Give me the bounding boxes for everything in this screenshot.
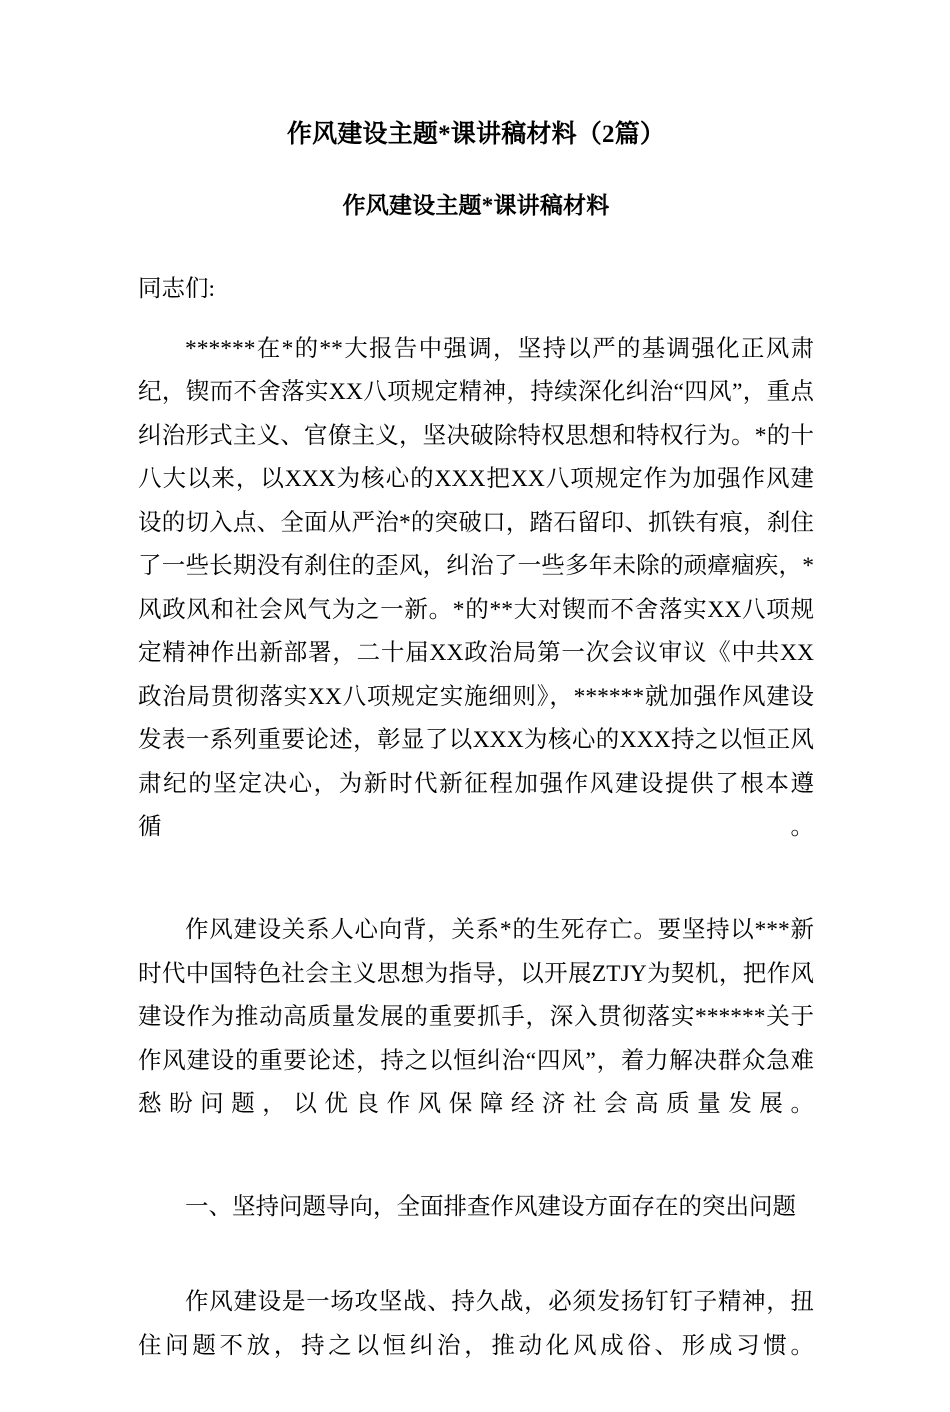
body-paragraph-2: 作风建设关系人心向背，关系*的生死存亡。要坚持以***新时代中国特色社会主义思想为指导，以开展ZTJY为契机，把作风建设作为推动高质量发展的重要抓手，深入贯彻落实******关于作风建设的重要论述，持之以恒纠治“四风”，着力解决群众急难愁盼问题，以优良作风保障经济社会高质量发展。 — [138, 917, 814, 1117]
document-body — [138, 0, 814, 1412]
body-paragraph-1: ******在*的**大报告中强调，坚持以严的基调强化正风肃纪，锲而不舍落实XX八项规定精神，持续深化纠治“四风”，重点纠治形式主义、官僚主义，坚决破除特权思想和特权行为。*的十八大以来，以XXX为核心的XXX把XX八项规定作为加强作风建设的切入点、全面从严治*的突破口，踏石留印、抓铁有痕，刹住了一些长期没有刹住的歪风，纠治了一些多年未除的顽瘴痼疾，*风政风和社会风气为之一新。*的**大对锲而不舍落实XX八项规定精神作出新部署，二十届XX政治局第一次会议审议《中共XX政治局贯彻落实XX八项规定实施细则》，******就加强作风建设发表一系列重要论述，彰显了以XXX为核心的XXX持之以恒正风肃纪的坚定决心，为新时代新征程加强作风建设提供了根本遵循。 — [138, 335, 814, 840]
page-title: 作风建设主题*课讲稿材料（2篇） — [286, 121, 666, 148]
salutation: 同志们: — [138, 276, 216, 302]
section-paragraph-1: 作风建设是一场攻坚战、持久战，必须发扬钉钉子精神，扭住问题不放，持之以恒纠治，推动化风成俗、形成习惯。 — [138, 1289, 814, 1359]
section-heading-1: 一、坚持问题导向，全面排查作风建设方面存在的突出问题 — [185, 1194, 796, 1220]
document-subtitle: 作风建设主题*课讲稿材料 — [342, 193, 610, 218]
